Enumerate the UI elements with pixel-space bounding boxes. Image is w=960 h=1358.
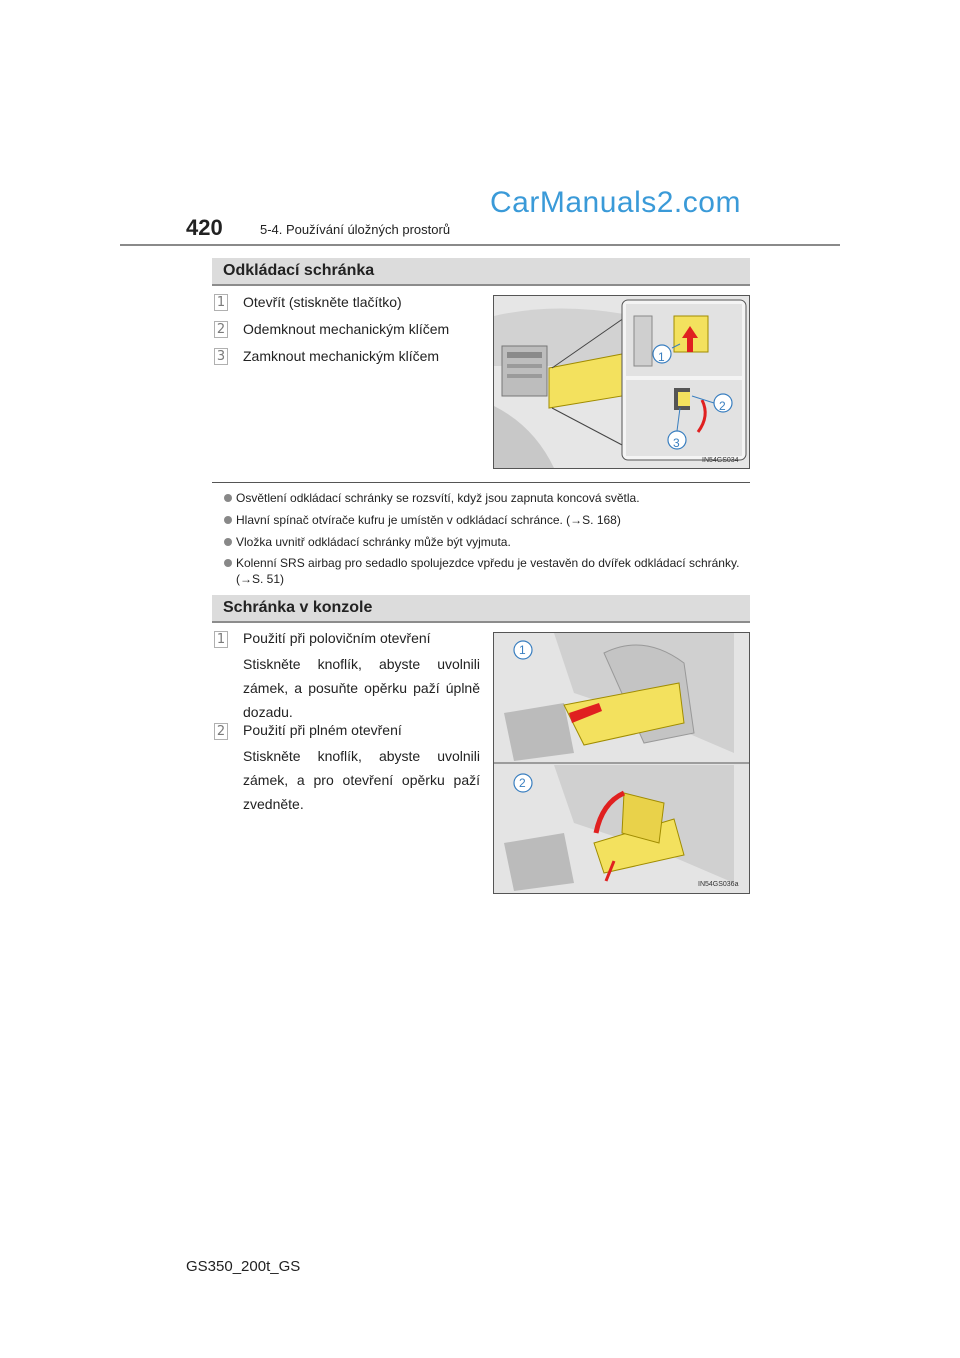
console-illustration-svg: [494, 633, 749, 893]
note-2-text: Hlavní spínač otvírače kufru je umístěn v odkládací schránce. (→S. 168): [236, 513, 621, 527]
page-number: 420: [186, 215, 223, 240]
glovebox-figure-label-2: 2: [719, 399, 726, 413]
bullet-icon: [224, 516, 232, 524]
console-item-2-title: Použití při plném otevření: [243, 722, 402, 738]
bullet-icon: [224, 538, 232, 546]
console-figure-label-1: 1: [519, 643, 526, 657]
glovebox-item-3-number: 3: [214, 348, 228, 365]
note-4-text: Kolenní SRS airbag pro sedadlo spolujezdce vpředu je vestavěn do dvířek odkládací schránky. (→S. 51): [236, 556, 740, 586]
console-item-1-text: Stiskněte knoflík, abyste uvolnili zámek, a posuňte opěrku paží úplně dozadu.: [243, 656, 480, 720]
console-illustration: [493, 632, 750, 894]
glovebox-section-header: Odkládací schránka: [212, 258, 750, 286]
bullet-icon: [224, 559, 232, 567]
console-section-header: Schránka v konzole: [212, 595, 750, 623]
glovebox-item-1-number: 1: [214, 294, 228, 311]
note-1-text: Osvětlení odkládací schránky se rozsvítí, když jsou zapnuta koncová světla.: [236, 491, 640, 505]
console-item-1-number: 1: [214, 631, 228, 648]
console-item-1-title: Použití při polovičním otevření: [243, 630, 431, 646]
console-item-2-text: Stiskněte knoflík, abyste uvolnili zámek, a pro otevření opěrku paží zvedněte.: [243, 748, 480, 812]
note-1: [224, 490, 750, 506]
console-figure-code: IN54GS036a: [698, 881, 739, 888]
bullet-icon: [224, 494, 232, 502]
glovebox-item-1-text: Otevřít (stiskněte tlačítko): [243, 294, 402, 310]
note-3-text: Vložka uvnitř odkládací schránky může být vyjmuta.: [236, 535, 511, 549]
console-figure-label-2: 2: [519, 776, 526, 790]
glovebox-illustration: [493, 295, 750, 469]
footer-model: GS350_200t_GS: [186, 1258, 301, 1275]
glovebox-figure-code: IN54GS034: [702, 457, 739, 464]
glovebox-item-2-text: Odemknout mechanickým klíčem: [243, 321, 450, 337]
notes-divider: [212, 482, 750, 483]
console-item-2-number: 2: [214, 723, 228, 740]
note-4: [224, 555, 750, 587]
glovebox-item-3-text: Zamknout mechanickým klíčem: [243, 348, 440, 364]
watermark: CarManuals2.com: [490, 186, 741, 219]
section-title: 5-4. Používání úložných prostorů: [260, 222, 451, 237]
glovebox-figure-label-1: 1: [658, 350, 665, 364]
glovebox-figure-label-3: 3: [673, 436, 680, 450]
note-3: [224, 534, 750, 550]
glovebox-item-2-number: 2: [214, 321, 228, 338]
glovebox-illustration-svg: [494, 296, 749, 468]
note-2: [224, 512, 750, 528]
header-divider: [120, 244, 840, 246]
